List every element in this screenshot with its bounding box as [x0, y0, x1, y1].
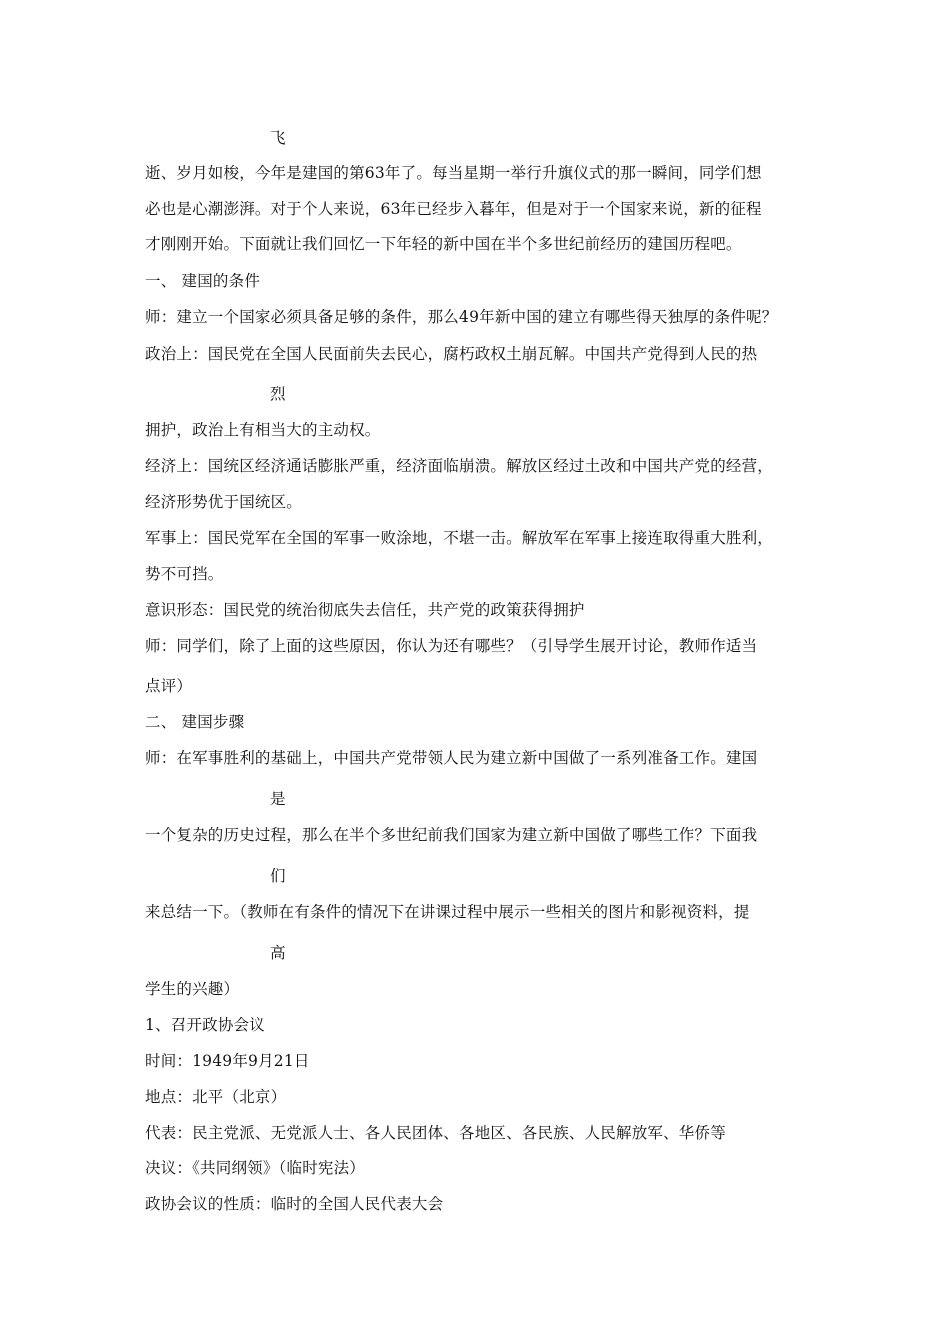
- text-line: 势不可挡。: [145, 565, 224, 583]
- text-line: 烈: [270, 385, 286, 403]
- text-line: 点评）: [145, 677, 193, 695]
- text-line: 逝、岁月如梭，今年是建国的第63年了。每当星期一举行升旗仪式的那一瞬间，同学们想: [145, 164, 762, 182]
- text-line: 必也是心潮澎湃。对于个人来说，63年已经步入暮年，但是对于一个国家来说，新的征程: [145, 200, 762, 218]
- text-line: 师：同学们，除了上面的这些原因，你认为还有哪些？（引导学生展开讨论，教师作适当: [145, 637, 758, 655]
- text-line: 师：在军事胜利的基础上，中国共产党带领人民为建立新中国做了一系列准备工作。建国: [145, 749, 758, 767]
- section-heading: 一、 建国的条件: [145, 272, 261, 290]
- text-line: 来总结一下。（教师在有条件的情况下在讲课过程中展示一些相关的图片和影视资料，提: [145, 903, 750, 921]
- text-line: 是: [270, 790, 286, 808]
- text-line: 们: [270, 867, 286, 885]
- text-line: 政治上：国民党在全国人民面前失去民心，腐朽政权土崩瓦解。中国共产党得到人民的热: [145, 345, 758, 363]
- text-line: 经济形势优于国统区。: [145, 493, 303, 511]
- text-line: 决议：《共同纲领》（临时宪法）: [145, 1159, 366, 1177]
- subsection-heading: 1、召开政协会议: [145, 1016, 265, 1034]
- text-line: 拥护，政治上有相当大的主动权。: [145, 421, 381, 439]
- text-line: 经济上：国统区经济通话膨胀严重，经济面临崩溃。解放区经过土改和中国共产党的经营，: [145, 457, 774, 475]
- text-line: 才刚刚开始。下面就让我们回忆一下年轻的新中国在半个多世纪前经历的建国历程吧。: [145, 235, 742, 253]
- section-heading: 二、 建国步骤: [145, 713, 245, 731]
- text-line: 时间：1949年9月21日: [145, 1052, 310, 1070]
- text-line: 师：建立一个国家必须具备足够的条件，那么49年新中国的建立有哪些得天独厚的条件呢？: [145, 308, 778, 326]
- text-line: 飞: [270, 129, 286, 147]
- text-line: 一个复杂的历史过程，那么在半个多世纪前我们国家为建立新中国做了哪些工作？下面我: [145, 826, 758, 844]
- text-line: 意识形态：国民党的统治彻底失去信任，共产党的政策获得拥护: [145, 601, 585, 619]
- text-line: 军事上：国民党军在全国的军事一败涂地，不堪一击。解放军在军事上接连取得重大胜利，: [145, 529, 774, 547]
- text-line: 高: [270, 944, 286, 962]
- text-line: 代表：民主党派、无党派人士、各人民团体、各地区、各民族、人民解放军、华侨等: [145, 1124, 726, 1142]
- text-line: 学生的兴趣）: [145, 980, 240, 998]
- text-line: 政协会议的性质：临时的全国人民代表大会: [145, 1195, 444, 1213]
- text-line: 地点：北平（北京）: [145, 1088, 287, 1106]
